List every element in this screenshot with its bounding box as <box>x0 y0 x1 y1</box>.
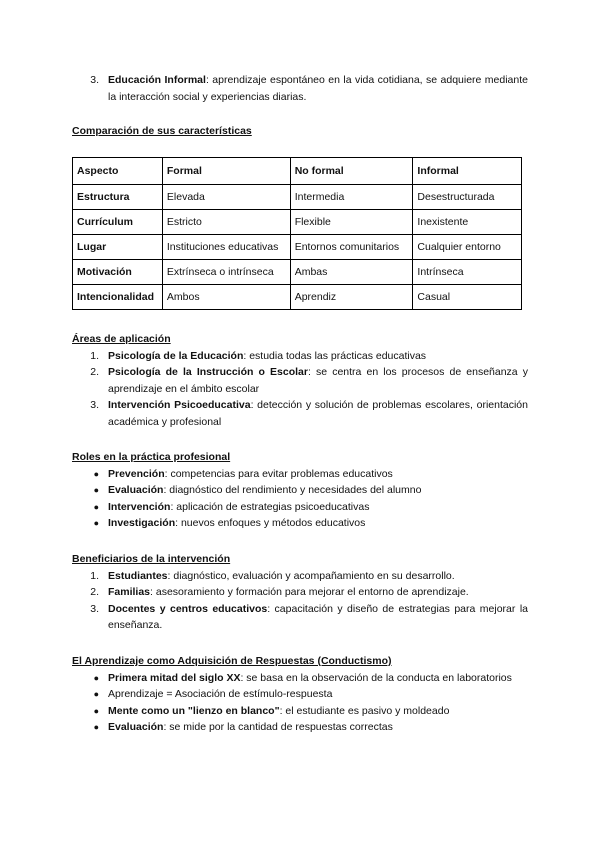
list-item <box>72 515 528 532</box>
table-cell: Entornos comunitarios <box>290 235 413 260</box>
item-term: Primera mitad del siglo XX <box>108 671 241 684</box>
item-number: 2. <box>90 586 99 598</box>
section-heading: Roles en la práctica profesional <box>72 451 231 463</box>
section-heading: Áreas de aplicación <box>72 333 171 345</box>
table-cell: Desestructurada <box>413 185 522 210</box>
item-text: : se centra en los procesos de enseñanza y aprendizaje en el ámbito escolar <box>108 366 528 395</box>
section-heading: El Aprendizaje como Adquisición de Respuestas (Conductismo) <box>72 655 392 667</box>
item-term: Educación Informal <box>108 74 206 86</box>
areas-section <box>72 331 528 430</box>
table-cell: Flexible <box>290 210 413 235</box>
table-cell: Elevada <box>162 185 290 210</box>
numbered-item <box>72 72 528 105</box>
list-item <box>72 397 528 430</box>
table-cell: Estructura <box>73 185 163 210</box>
list-item <box>72 703 528 720</box>
item-text: : competencias para evitar problemas educativos <box>164 467 393 480</box>
table-cell: Instituciones educativas <box>162 235 290 260</box>
bullet-icon: ● <box>93 518 99 528</box>
item-term: Intervención Psicoeducativa <box>108 399 251 411</box>
table-cell: Intrínseca <box>413 260 522 285</box>
item-number: 3. <box>90 399 99 411</box>
item-term: Familias <box>108 586 151 598</box>
table-cell: Intermedia <box>290 185 413 210</box>
table-header-cell: Informal <box>413 158 522 185</box>
table-row <box>73 185 522 210</box>
table-cell: Intencionalidad <box>73 285 163 310</box>
bullet-icon: ● <box>93 485 99 495</box>
table-cell: Casual <box>413 285 522 310</box>
table-cell: Estricto <box>162 210 290 235</box>
table-row <box>73 285 522 310</box>
item-text: : asesoramiento y formación para mejorar el entorno de aprendizaje. <box>150 586 469 598</box>
table-cell: Lugar <box>73 235 163 260</box>
section-heading: Beneficiarios de la intervención <box>72 553 231 565</box>
item-number: 1. <box>90 349 99 362</box>
table-cell: Ambos <box>162 285 290 310</box>
roles-section <box>72 449 528 532</box>
table-header-row <box>73 158 522 185</box>
bullet-icon: ● <box>93 722 99 732</box>
table-cell: Cualquier entorno <box>413 235 522 260</box>
list-item <box>72 584 528 601</box>
item-text: : capacitación y diseño de estrategias para mejorar la enseñanza. <box>108 602 528 631</box>
item-text: : diagnóstico del rendimiento y necesidades del alumno <box>163 484 422 496</box>
beneficiarios-section <box>72 551 528 634</box>
table-header-cell: No formal <box>290 158 413 185</box>
item-term: Estudiantes <box>108 569 168 582</box>
list-item <box>72 719 528 736</box>
table-row <box>73 260 522 285</box>
item-number: 2. <box>90 366 99 378</box>
item-term: Investigación <box>108 517 176 529</box>
item-text: : aplicación de estrategias psicoeducativas <box>170 500 370 513</box>
bullet-icon: ● <box>93 501 99 512</box>
table-header-cell: Aspecto <box>73 158 163 185</box>
item-term: Evaluación <box>108 721 164 733</box>
item-number: 1. <box>90 569 99 582</box>
table-row <box>73 210 522 235</box>
bullet-icon: ● <box>93 705 99 716</box>
item-term: Psicología de la Educación <box>108 349 244 362</box>
item-text: : detección y solución de problemas escolares, orientación académica y profesional <box>108 399 528 428</box>
item-number: 3. <box>90 602 99 615</box>
list-item <box>72 466 528 483</box>
bullet-icon: ● <box>93 468 99 479</box>
section-heading: Comparación de sus características <box>72 125 252 137</box>
list-item <box>72 364 528 397</box>
table-cell: Motivación <box>73 260 163 285</box>
item-term: Intervención <box>108 500 171 513</box>
item-text: Aprendizaje = Asociación de estímulo-respuesta <box>108 688 333 700</box>
table-cell: Inexistente <box>413 210 522 235</box>
item-term: Evaluación <box>108 484 164 496</box>
item-term: Psicología de la Instrucción o Escolar <box>108 366 308 378</box>
list-item <box>72 670 528 687</box>
list-item <box>72 601 528 634</box>
table-header-cell: Formal <box>162 158 290 185</box>
table-cell: Aprendiz <box>290 285 413 310</box>
bullet-icon: ● <box>93 689 99 699</box>
table-row <box>73 235 522 260</box>
list-item <box>72 686 528 703</box>
item-text: : nuevos enfoques y métodos educativos <box>175 517 366 529</box>
item-text: : se mide por la cantidad de respuestas correctas <box>163 721 393 733</box>
item-term: Mente como un "lienzo en blanco" <box>108 704 280 717</box>
item-number: 3. <box>90 74 99 86</box>
item-text: : el estudiante es pasivo y moldeado <box>279 704 450 717</box>
list-item <box>72 482 528 499</box>
comparison-table <box>72 157 522 310</box>
item-term: Docentes y centros educativos <box>108 602 268 615</box>
item-text: : aprendizaje espontáneo en la vida cotidiana, se adquiere mediante la interacción social y experiencias diarias. <box>108 74 528 103</box>
list-item <box>72 348 528 365</box>
table-cell: Extrínseca o intrínseca <box>162 260 290 285</box>
item-text: : diagnóstico, evaluación y acompañamiento en su desarrollo. <box>167 569 455 582</box>
table-cell: Currículum <box>73 210 163 235</box>
item-text: : estudia todas las prácticas educativas <box>243 349 427 362</box>
list-item <box>72 499 528 516</box>
table-cell: Ambas <box>290 260 413 285</box>
bullet-icon: ● <box>93 672 99 683</box>
conductismo-section <box>72 653 528 736</box>
list-item <box>72 568 528 585</box>
item-term: Prevención <box>108 467 165 480</box>
item-text: : se basa en la observación de la conducta en laboratorios <box>240 671 512 684</box>
